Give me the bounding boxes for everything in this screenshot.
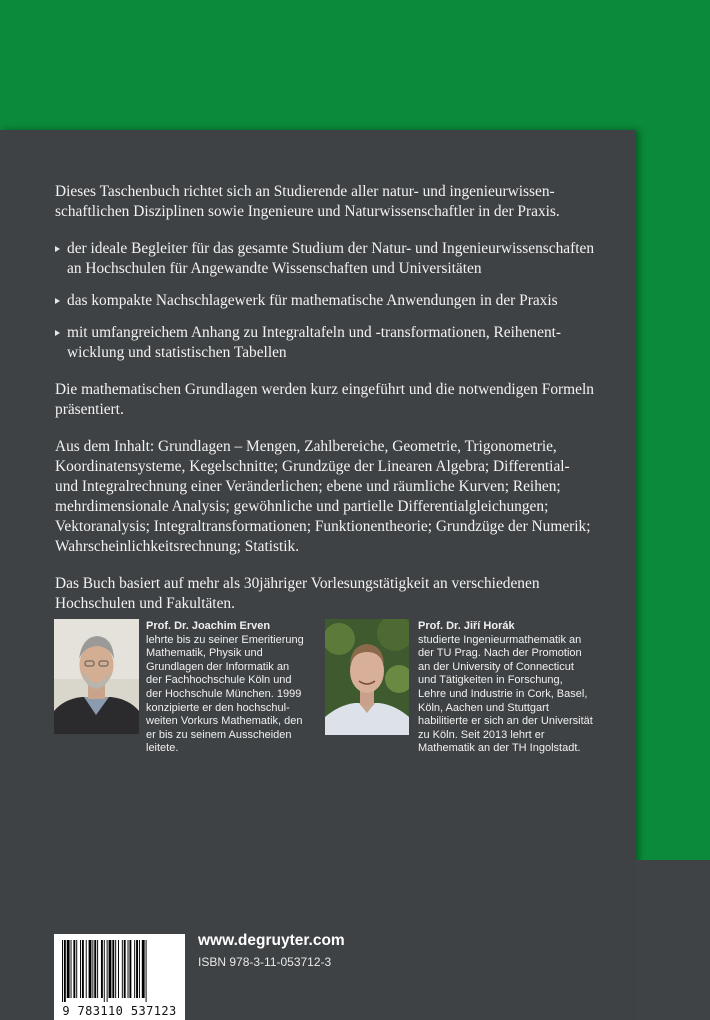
barcode-bar bbox=[134, 940, 135, 998]
isbn-number: ISBN 978-3-11-053712-3 bbox=[198, 955, 332, 969]
barcode-bar bbox=[101, 940, 103, 998]
barcode-bar bbox=[67, 940, 70, 998]
bullet-item bbox=[55, 291, 595, 311]
blurb-text bbox=[55, 182, 595, 631]
bullet-item bbox=[55, 239, 595, 279]
barcode-bar bbox=[73, 940, 75, 998]
triangle-bullet-icon bbox=[55, 298, 60, 304]
author-bio: studierte Ingenieurmathematik an der TU Prag. Nach der Promotion an der University of Connecticut und Tätigkeiten in Forschung, Lehre und Industrie in Cork, Basel, Köln, Aachen und Stuttgart habilitierte er sich an der Universität zu Köln. Seit 2013 lehrt er Mathematik an der TH Ingolstadt. bbox=[418, 633, 593, 755]
author-name: Prof. Dr. Jiří Horák bbox=[418, 620, 515, 632]
right-bottom-strip bbox=[636, 860, 710, 1020]
top-green-band bbox=[0, 0, 710, 130]
author-photo-erven bbox=[54, 619, 139, 734]
barcode-bar bbox=[107, 940, 108, 1002]
bullet-text: der ideale Begleiter für das gesamte Studium der Natur- und Ingenieurwissenschaften an Hochschulen für Angewandte Wissenschaften und Universitäten bbox=[67, 240, 595, 277]
barcode-bar bbox=[97, 940, 98, 998]
bullet-item bbox=[55, 323, 595, 363]
barcode-bar bbox=[112, 940, 114, 998]
isbn-barcode bbox=[54, 934, 185, 1020]
contents-paragraph: Aus dem Inhalt: Grundlagen – Mengen, Zahlbereiche, Geometrie, Trigonometrie, Koordinatensysteme, Kegelschnitte; Grundzüge der Linearen Algebra; Differential- und Integralrechnung einer Veränderlichen; ebene und räumliche Kurven; Reihen; mehrdimensionale Analysis; gewöhnliche und partielle Differentialgleichungen; Vektoranalysis; Integraltransformationen; Funktionentheorie; Grundzüge der Numerik; Wahrscheinlichkeitsrechnung; Statistik. bbox=[55, 438, 591, 555]
barcode-bar bbox=[76, 940, 77, 998]
barcode-bar bbox=[124, 940, 126, 998]
author-bio-horak bbox=[418, 620, 593, 756]
barcode-bar bbox=[62, 940, 63, 1002]
barcode-digits: 9 783110 537123 bbox=[62, 1004, 177, 1018]
barcode-bar bbox=[94, 940, 96, 998]
barcode-bar bbox=[115, 940, 116, 998]
author-bio-erven bbox=[146, 620, 306, 756]
bullet-text: das kompakte Nachschlagewerk für mathematische Anwendungen in der Praxis bbox=[67, 292, 558, 309]
barcode-bar bbox=[142, 940, 145, 998]
barcode-bar bbox=[89, 940, 92, 998]
barcode-bar bbox=[80, 940, 81, 998]
author-bio: lehrte bis zu seiner Emeritierung Mathematik, Physik und Grundlagen der Informatik an der Fachhochschule Köln und der Hochschule München. 1999 konzipierte er den hochschulweiten Vorkurs Mathematik, den er bis zu seinem Ausscheiden leitete. bbox=[146, 633, 304, 755]
intro-paragraph: Dieses Taschenbuch richtet sich an Studierende aller natur- und ingenieurwissenschaftlichen Disziplinen sowie Ingenieure und Naturwissenschaftler in der Praxis. bbox=[55, 183, 560, 220]
barcode-bar bbox=[86, 940, 87, 998]
barcode-bar bbox=[71, 940, 72, 998]
barcode-bar bbox=[109, 940, 112, 998]
barcode-bar bbox=[64, 940, 66, 1002]
bullet-text: mit umfangreichem Anhang zu Integraltafeln und -transformationen, Reihenentwicklung und statistischen Tabellen bbox=[67, 324, 562, 361]
barcode-bar bbox=[129, 940, 131, 998]
barcode-bar bbox=[122, 940, 123, 998]
barcode-bar bbox=[82, 940, 84, 998]
publisher-url[interactable]: www.degruyter.com bbox=[198, 932, 345, 949]
experience-paragraph: Das Buch basiert auf mehr als 30jähriger Vorlesungstätigkeit an verschiedenen Hochschulen und Fakultäten. bbox=[55, 575, 540, 612]
triangle-bullet-icon bbox=[55, 330, 60, 336]
barcode-bars bbox=[54, 934, 185, 1002]
barcode-bar bbox=[136, 940, 138, 998]
triangle-bullet-icon bbox=[55, 246, 60, 252]
barcode-bar bbox=[118, 940, 119, 998]
author-name: Prof. Dr. Joachim Erven bbox=[146, 620, 271, 632]
basics-paragraph: Die mathematischen Grundlagen werden kurz eingeführt und die notwendigen Formeln präsentiert. bbox=[55, 381, 594, 418]
barcode-bar bbox=[128, 940, 129, 998]
barcode-bar bbox=[139, 940, 140, 998]
barcode-bar bbox=[104, 940, 105, 1002]
author-photo-horak bbox=[325, 619, 409, 735]
barcode-bar bbox=[92, 940, 93, 998]
barcode-bar bbox=[146, 940, 147, 1002]
right-green-stripe bbox=[636, 130, 710, 860]
